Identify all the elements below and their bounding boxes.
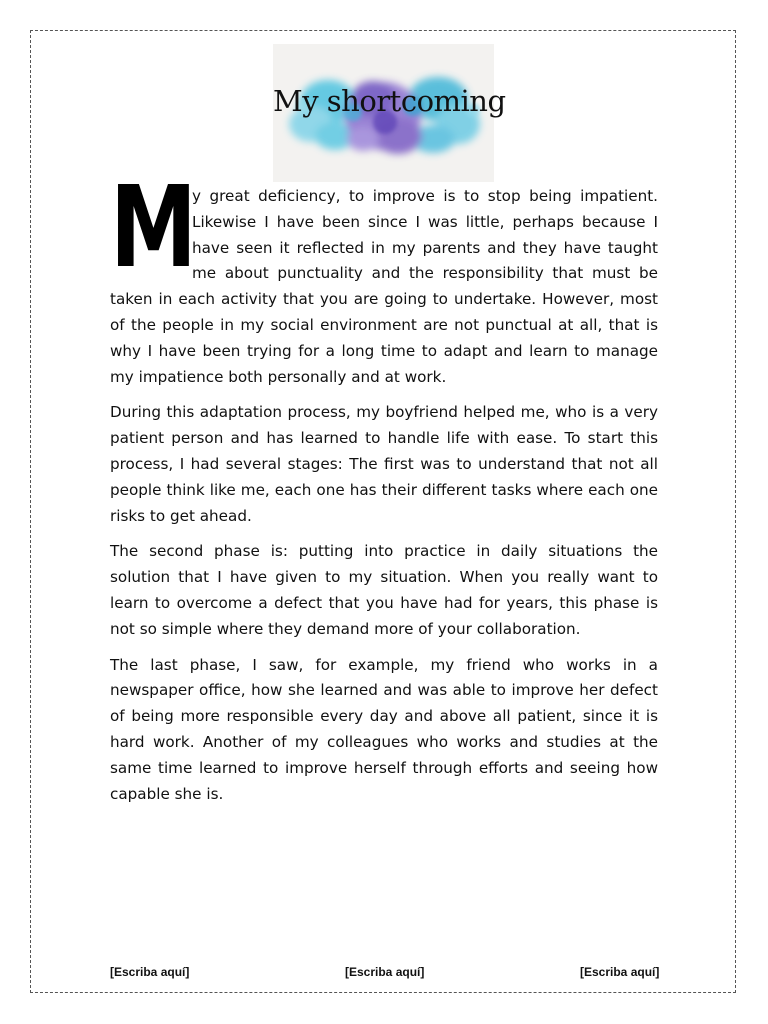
paragraph-1 — [110, 163, 658, 390]
footer-placeholder-right[interactable]: [Escriba aquí] — [580, 965, 660, 979]
paragraph-1-text: y great deficiency, to improve is to stop being impatient. Likewise I have been since I was little, perhaps because I have seen it reflected in my parents and they have taught me about punctuality and the responsibility that must be taken in each activity that you are going to undertake. However, most of the people in my social environment are not punctual at all, that is why I have been trying for a long time to adapt and learn to manage my impatience both personally and at work. — [110, 187, 658, 386]
footer-placeholder-center[interactable]: [Escriba aquí] — [345, 965, 425, 979]
paragraph-2: During this adaptation process, my boyfriend helped me, who is a very patient person and has learned to handle life with ease. To start this process, I had several stages: The first was to understand that not all people think like me, each one has their different tasks where each one risks to get ahead. — [110, 403, 658, 525]
drop-cap-letter: M — [110, 163, 197, 293]
document-body — [110, 163, 658, 817]
paragraph-4: The last phase, I saw, for example, my friend who works in a newspaper office, how she learned and was able to improve her defect of being more responsible every day and above all patient, since it is hard work. Another of my colleagues who works and studies at the same time learned to improve herself through efforts and seeing how capable she is. — [110, 655, 658, 803]
paragraph-3: The second phase is: putting into practice in daily situations the solution that I have given to my situation. When you really want to learn to overcome a defect that you have had for years, this phase is not so simple where they demand more of your collaboration. — [110, 542, 658, 638]
document-title: My shortcoming — [273, 84, 506, 118]
footer-placeholder-left[interactable]: [Escriba aquí] — [110, 965, 190, 979]
